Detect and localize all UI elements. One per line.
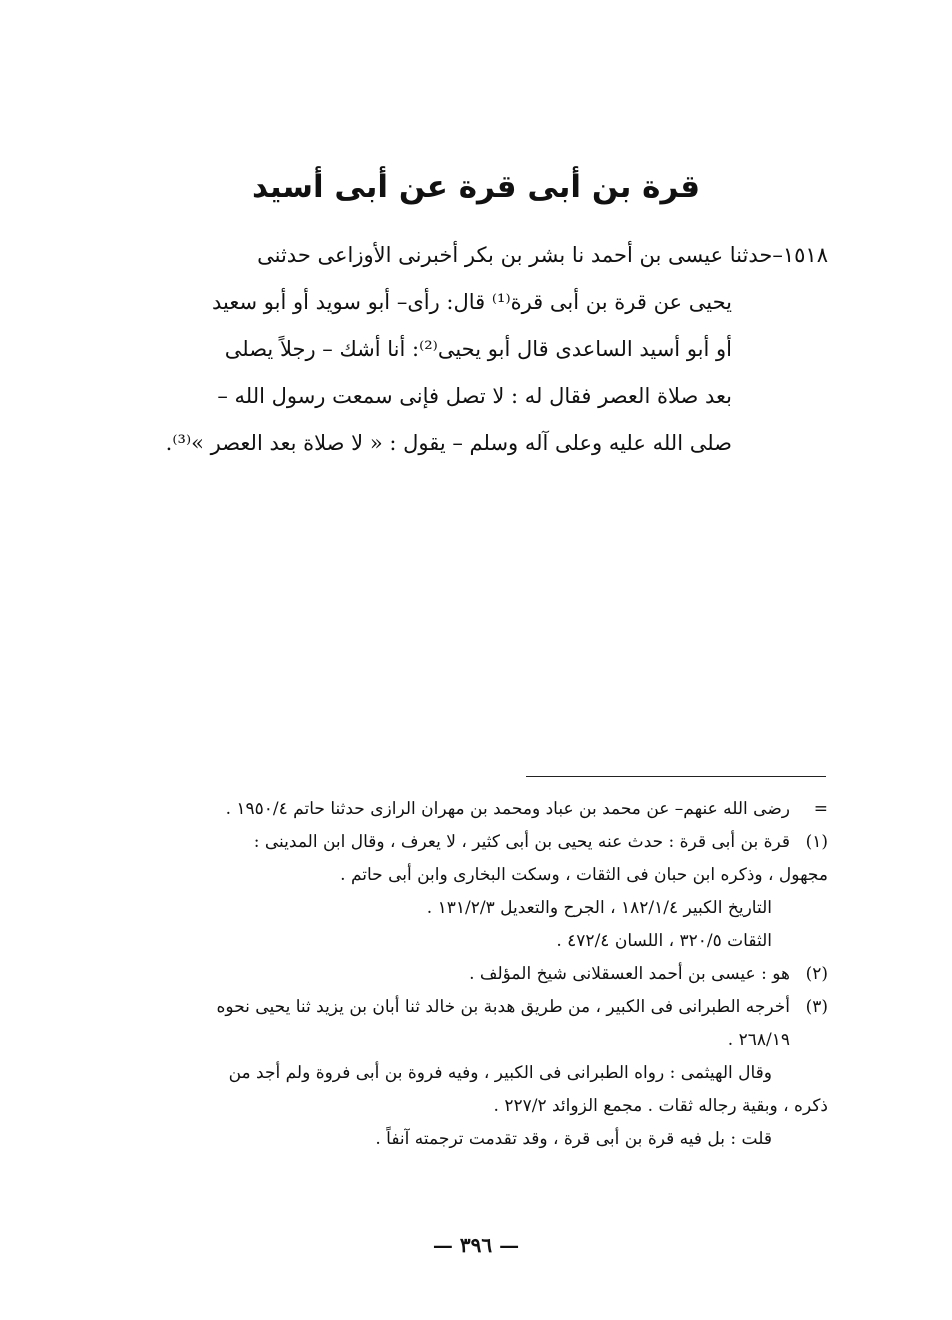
footnote-text: أخرجه الطبرانى فى الكبير ، من طريق هدبة بن خالد ثنا أبان بن يزيد ثنا يحيى نحوه xyxy=(216,997,790,1017)
hadith-line: يحيى عن قرة بن أبى قرة⁽¹⁾ قال: رأى– أبو سويد أو أبو سعيد xyxy=(212,290,732,314)
hadith-text xyxy=(128,232,828,467)
footnote-text: ذكره ، وبقية رجاله ثقات . مجمع الزوائد ٢٢٧/٢ . xyxy=(493,1096,828,1116)
footnote-marker: (١) xyxy=(805,832,828,852)
footnote-marker: = xyxy=(813,799,828,819)
hadith-line-text: حدثنا عيسى بن أحمد نا بشر بن بكر أخبرنى الأوزاعى حدثنى xyxy=(257,243,773,267)
footnote-continuation xyxy=(128,793,828,826)
footnote-text: الثقات ٣٢٠/٥ ، اللسان ٤٧٢/٤ . xyxy=(556,931,772,951)
footnotes xyxy=(128,793,828,1156)
hadith-line: بعد صلاة العصر فقال له : لا تصل فإنى سمعت رسول الله – xyxy=(217,384,732,408)
footnote-marker: (٢) xyxy=(805,964,828,984)
footnote-text: قلت : بل فيه قرة بن أبى قرة ، وقد تقدمت ترجمته آنفاً . xyxy=(375,1129,772,1149)
hadith-line xyxy=(128,232,828,279)
footnote-text: وقال الهيثمى : رواه الطبرانى فى الكبير ، وفيه فروة بن أبى فروة ولم أجد من xyxy=(228,1063,772,1083)
footnote-text: قرة بن أبى قرة : حدث عنه يحيى بن أبى كثير ، لا يعرف ، وقال ابن المدينى : xyxy=(253,832,790,852)
footnote-text: هو : عيسى بن أحمد العسقلانى شيخ المؤلف . xyxy=(469,964,790,984)
footnote-text: رضى الله عنهم– عن محمد بن عباد ومحمد بن مهران الرازى حدثنا حاتم ١٩٥٠/٤ . xyxy=(225,799,790,819)
footnote-marker: (٣) xyxy=(805,997,828,1017)
footnote-text: التاريخ الكبير ١٨٢/١/٤ ، الجرح والتعديل ١٣١/٢/٣ . xyxy=(426,898,772,918)
footnote-text: مجهول ، وذكره ابن حبان فى الثقات ، وسكت البخارى وابن أبى حاتم . xyxy=(340,865,828,885)
section-title: قرة بن أبى قرة عن أبى أسيد xyxy=(251,169,701,205)
footnote-3 xyxy=(128,991,828,1024)
hadith-line: صلى الله عليه وعلى آله وسلم – يقول : « لا صلاة بعد العصر »⁽³⁾. xyxy=(165,431,732,455)
footnote-1 xyxy=(128,826,828,859)
footnote-text: ٢٦٨/١٩ . xyxy=(727,1030,790,1050)
footnote-divider xyxy=(526,776,826,777)
hadith-line: أو أبو أسيد الساعدى قال أبو يحيى⁽²⁾: أنا أشك – رجلاً يصلى xyxy=(224,337,732,361)
hadith-number: ١٥١٨– xyxy=(772,243,828,267)
page-number: — ٣٩٦ — xyxy=(432,1233,520,1257)
footnote-2 xyxy=(128,958,828,991)
